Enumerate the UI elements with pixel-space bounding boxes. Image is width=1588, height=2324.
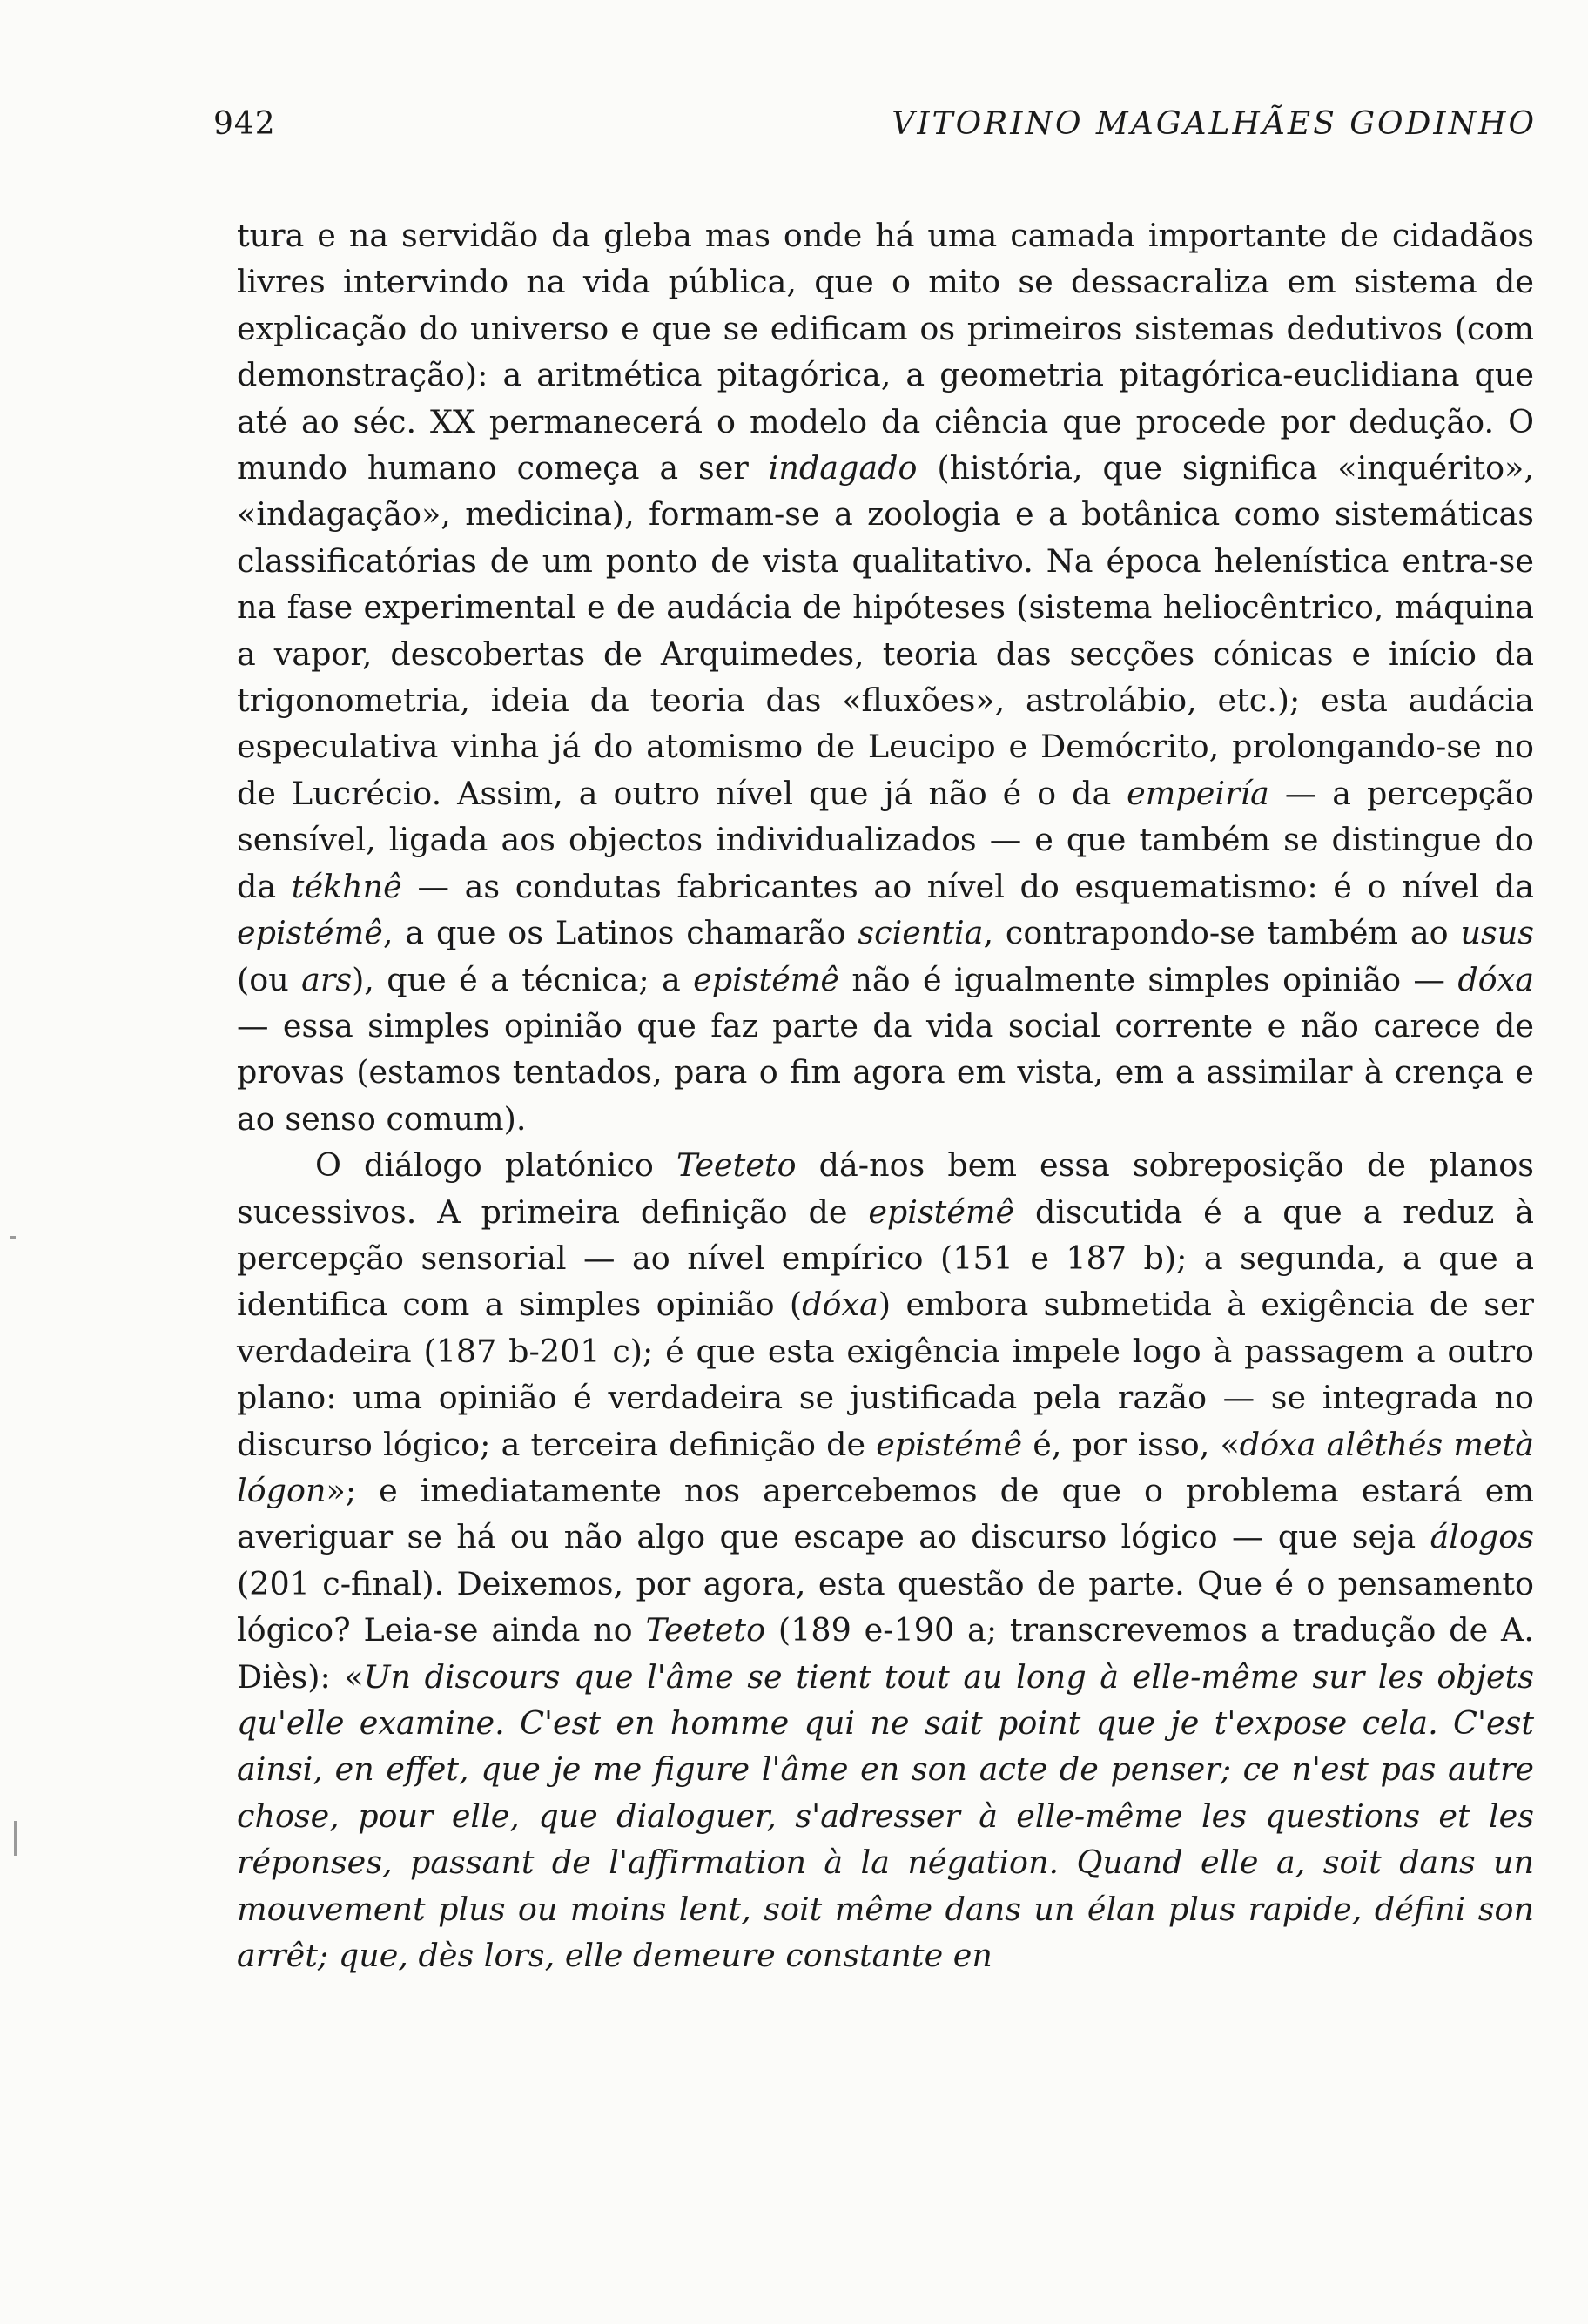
text-segment: é, por isso, « (1022, 1425, 1240, 1463)
text-segment: ), que é a técnica; a (352, 960, 694, 998)
text-segment: (história, que significa «inquérito», «indagação», medicina), formam-se a zoologia e a botânica como sistemáticas classificatórias de um ponto de vista qualitativo. Na época helenística entra-se na fase experimental e de audácia de hipóteses (sistema heliocêntrico, máquina a vapor, descobertas de Arquimedes, teoria das secções cónicas e início da trigonometria, ideia da teoria das «fluxões», astrolábio, etc.); esta audácia especulativa vinha já do atomismo de Leucipo e Demócrito, prolongando-se no de Lucrécio. Assim, a outro nível que já não é o da (237, 449, 1534, 812)
italic-term: epistémê (693, 960, 840, 998)
italic-term: dóxa alêthés metà lógon (237, 1425, 1534, 1509)
italic-term: usus (1460, 914, 1534, 952)
italic-term: álogos (1430, 1518, 1534, 1556)
text-segment: , contrapondo-se também ao (983, 914, 1461, 952)
paragraph-1 (237, 212, 1534, 1142)
page-number: 942 (213, 106, 276, 142)
italic-term: tékhnê (291, 867, 402, 905)
text-segment: (ou (237, 960, 302, 998)
text-segment: , a que os Latinos chamarão (382, 914, 858, 952)
italic-quotation: Un discours que l'âme se tient tout au long à elle-même sur les objets qu'elle examine. C'est en homme qui ne sait point que je t'expose cela. C'est ainsi, en effet, que je me figure l'âme en son acte de penser; ce n'est pas autre chose, pour elle, que dialoguer, s'adresser à elle-même les questions et les réponses, passant de l'affirmation à la négation. Quand elle a, soit dans un mouvement plus ou moins lent, soit même dans un élan plus rapide, défini son arrêt; que, dès lors, elle demeure constante en (237, 1657, 1534, 1975)
text-segment: não é igualmente simples opinião — (839, 960, 1458, 998)
italic-term: empeiría (1127, 774, 1269, 812)
text-segment: tura e na servidão da gleba mas onde há uma camada importante de cidadãos livres intervindo na vida pública, que o mito se dessacraliza em sistema de explicação do universo e que se edificam os primeiros sistemas dedutivos (com demonstração): a aritmética pitagórica, a geometria pitagórica-euclidiana que até ao séc. XX permanecerá o modelo da ciência que procede por dedução. O mundo humano começa a ser (237, 217, 1534, 487)
italic-term: epistémê (868, 1192, 1015, 1231)
text-segment: O diálogo platónico (315, 1146, 676, 1185)
scan-mark (14, 1821, 17, 1856)
text-segment: ) embora submetida à exigência de ser verdadeira (187 b-201 c); é que esta exigência impele logo à passagem a outro plano: uma opinião é verdadeira se justificada pela razão — se integrada no discurso lógico; a terceira definição de (237, 1286, 1534, 1463)
text-segment: dá-nos bem essa sobreposição de planos sucessivos. A primeira definição de (237, 1146, 1534, 1231)
italic-term: epistémê (876, 1425, 1023, 1463)
paragraph-2 (237, 1142, 1534, 1978)
running-title: VITORINO MAGALHÃES GODINHO (892, 106, 1537, 142)
text-segment: — a percepção sensível, ligada aos objectos individualizados — e que também se distingue do da (237, 774, 1534, 905)
italic-term: scientia (858, 914, 984, 952)
running-head (213, 103, 1537, 146)
italic-term: Teeteto (645, 1611, 766, 1649)
italic-term: indagado (768, 449, 918, 487)
text-segment: discutida é a que a reduz à percepção sensorial — ao nível empírico (151 e 187 b); a segunda, a que a identifica com a simples opinião ( (237, 1192, 1534, 1324)
text-segment: (201 c-final). Deixemos, por agora, esta questão de parte. Que é o pensamento lógico? Leia-se ainda no (237, 1564, 1534, 1649)
text-segment: — as condutas fabricantes ao nível do esquematismo: é o nível da (401, 867, 1534, 905)
italic-term: Teeteto (676, 1146, 797, 1185)
text-segment: (189 e-190 a; transcrevemos a tradução de A. Diès): « (237, 1611, 1534, 1696)
italic-term: dóxa (802, 1286, 878, 1324)
body-text (237, 212, 1534, 1978)
scan-mark (10, 1236, 16, 1239)
italic-term: ars (301, 960, 353, 998)
italic-term: dóxa (1457, 960, 1534, 998)
italic-term: epistémê (237, 914, 383, 952)
text-segment: »; e imediatamente nos apercebemos de que o problema estará em averiguar se há ou não algo que escape ao discurso lógico — que seja (237, 1471, 1534, 1556)
text-segment: — essa simples opinião que faz parte da vida social corrente e não carece de provas (estamos tentados, para o fim agora em vista, em a assimilar à crença e ao senso comum). (237, 1006, 1534, 1138)
